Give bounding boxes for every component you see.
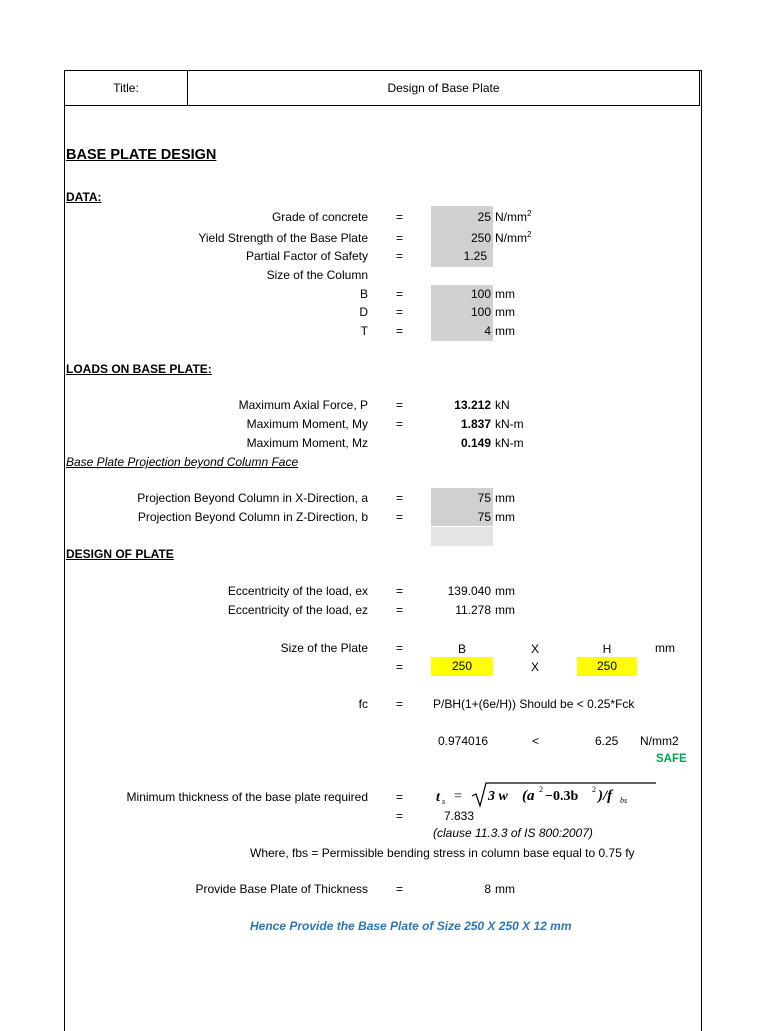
load-label-axial: Maximum Axial Force, P xyxy=(238,398,368,412)
load-unit-axial: kN xyxy=(495,398,510,412)
load-label-my: Maximum Moment, My xyxy=(246,417,368,431)
projection-unit-x: mm xyxy=(495,491,515,505)
data-unit-b: mm xyxy=(495,287,515,301)
ecc-value-ex: 139.040 xyxy=(447,584,491,598)
title-bar xyxy=(64,70,700,106)
load-unit-my: kN-m xyxy=(495,417,524,431)
clause-note: (clause 11.3.3 of IS 800:2007) xyxy=(433,826,593,840)
data-label-d: D xyxy=(359,305,368,319)
provide-value: 8 xyxy=(484,882,491,896)
provide-eq: = xyxy=(396,882,404,896)
data-eq-b: = xyxy=(396,287,404,301)
svg-text:(a: (a xyxy=(522,788,535,804)
data-label-yield: Yield Strength of the Base Plate xyxy=(198,231,368,245)
ecc-label-ex: Eccentricity of the load, ex xyxy=(227,584,368,598)
page-heading: BASE PLATE DESIGN xyxy=(66,147,217,163)
thickness-label: Minimum thickness of the base plate required xyxy=(126,790,368,804)
load-value-mz: 0.149 xyxy=(460,436,491,450)
data-label-t: T xyxy=(360,324,368,338)
safe-status: SAFE xyxy=(656,753,687,765)
data-value-b: 100 xyxy=(470,287,491,301)
data-eq-d: = xyxy=(396,305,404,319)
plate-size-label: Size of the Plate xyxy=(280,641,368,655)
thickness-formula-image xyxy=(432,779,657,809)
projection-label-x: Projection Beyond Column in X-Direction, a xyxy=(137,491,368,505)
data-unit-t: mm xyxy=(495,324,515,338)
title-label: Title: xyxy=(65,71,188,105)
input-cells-4 xyxy=(431,527,493,546)
load-value-my: 1.837 xyxy=(460,417,491,431)
svg-text:=: = xyxy=(454,789,462,804)
svg-text:)/f: )/f xyxy=(598,788,613,804)
data-eq-grade: = xyxy=(396,210,404,224)
load-eq-axial: = xyxy=(396,398,404,412)
thickness-eq-2: = xyxy=(396,809,404,823)
load-unit-mz: kN-m xyxy=(495,436,524,450)
projection-value-z: 75 xyxy=(477,510,491,524)
data-value-safety: 1.25 xyxy=(463,249,487,263)
data-value-d: 100 xyxy=(470,305,491,319)
thickness-eq-1: = xyxy=(396,790,404,804)
plate-size-x-2: X xyxy=(531,660,540,674)
fc-less-than: < xyxy=(532,734,540,748)
plate-size-h-value: 250 xyxy=(577,657,637,676)
svg-text:t: t xyxy=(436,790,440,805)
data-unit-d: mm xyxy=(495,305,515,319)
plate-size-x-1: X xyxy=(531,642,540,656)
thickness-value: 7.833 xyxy=(444,809,475,823)
data-heading: DATA: xyxy=(66,190,102,204)
data-value-grade: 25 xyxy=(477,210,491,224)
data-label-grade: Grade of concrete xyxy=(271,210,368,224)
ecc-label-ez: Eccentricity of the load, ez xyxy=(227,603,368,617)
projection-label-z: Projection Beyond Column in Z-Direction, b xyxy=(137,510,368,524)
ecc-unit-ez: mm xyxy=(495,603,515,617)
data-label-safety: Partial Factor of Safety xyxy=(245,249,368,263)
projection-heading: Base Plate Projection beyond Column Face xyxy=(66,455,299,469)
svg-text:2: 2 xyxy=(592,785,596,794)
plate-size-eq-2: = xyxy=(396,660,404,674)
plate-size-h-head: H xyxy=(602,642,612,656)
ecc-value-ez: 11.278 xyxy=(455,603,491,617)
design-heading: DESIGN OF PLATE xyxy=(66,547,174,561)
load-eq-my: = xyxy=(396,417,404,431)
data-eq-yield: = xyxy=(396,231,404,245)
data-eq-safety: = xyxy=(396,249,404,263)
fc-eq: = xyxy=(396,697,404,711)
plate-size-eq-1: = xyxy=(396,641,404,655)
data-unit-grade: $N/mm^2$ xyxy=(495,209,532,224)
provide-unit: mm xyxy=(495,882,515,896)
ecc-unit-ex: mm xyxy=(495,584,515,598)
fc-limit: 6.25 xyxy=(595,734,619,748)
plate-size-unit: mm xyxy=(655,641,675,655)
title-value: Design of Base Plate xyxy=(387,81,500,95)
projection-eq-z: = xyxy=(396,510,404,524)
load-value-axial: 13.212 xyxy=(454,398,491,412)
projection-value-x: 75 xyxy=(477,491,491,505)
provide-label: Provide Base Plate of Thickness xyxy=(195,882,368,896)
load-label-mz: Maximum Moment, Mz xyxy=(246,436,368,450)
fc-unit: N/mm2 xyxy=(640,734,679,748)
svg-text:s: s xyxy=(442,797,446,806)
svg-text:−0.3b: −0.3b xyxy=(545,789,579,804)
data-unit-yield: $N/mm^2$ xyxy=(495,230,532,245)
data-label-b: B xyxy=(359,287,368,301)
svg-text:3 w: 3 w xyxy=(488,789,508,804)
data-label-column-size: Size of the Column xyxy=(266,268,368,282)
data-value-t: 4 xyxy=(484,324,491,338)
fc-formula: P/BH(1+(6e/H)) Should be < 0.25*Fck xyxy=(433,697,635,711)
plate-size-b-value: 250 xyxy=(431,657,493,676)
svg-text:2: 2 xyxy=(539,785,543,794)
ecc-eq-ex: = xyxy=(396,584,404,598)
fc-label: fc xyxy=(358,697,368,711)
data-value-yield: 250 xyxy=(470,231,491,245)
projection-unit-z: mm xyxy=(495,510,515,524)
ecc-eq-ez: = xyxy=(396,603,404,617)
plate-size-b-head: B xyxy=(457,642,466,656)
loads-heading: LOADS ON BASE PLATE: xyxy=(66,362,212,376)
conclusion: Hence Provide the Base Plate of Size 250 X 250 X 12 mm xyxy=(250,919,572,933)
data-eq-t: = xyxy=(396,324,404,338)
projection-eq-x: = xyxy=(396,491,404,505)
fc-value: 0.974016 xyxy=(438,734,489,748)
svg-text:bs: bs xyxy=(620,796,628,805)
fbs-note: Where, fbs = Permissible bending stress in column base equal to 0.75 fy xyxy=(250,846,635,860)
